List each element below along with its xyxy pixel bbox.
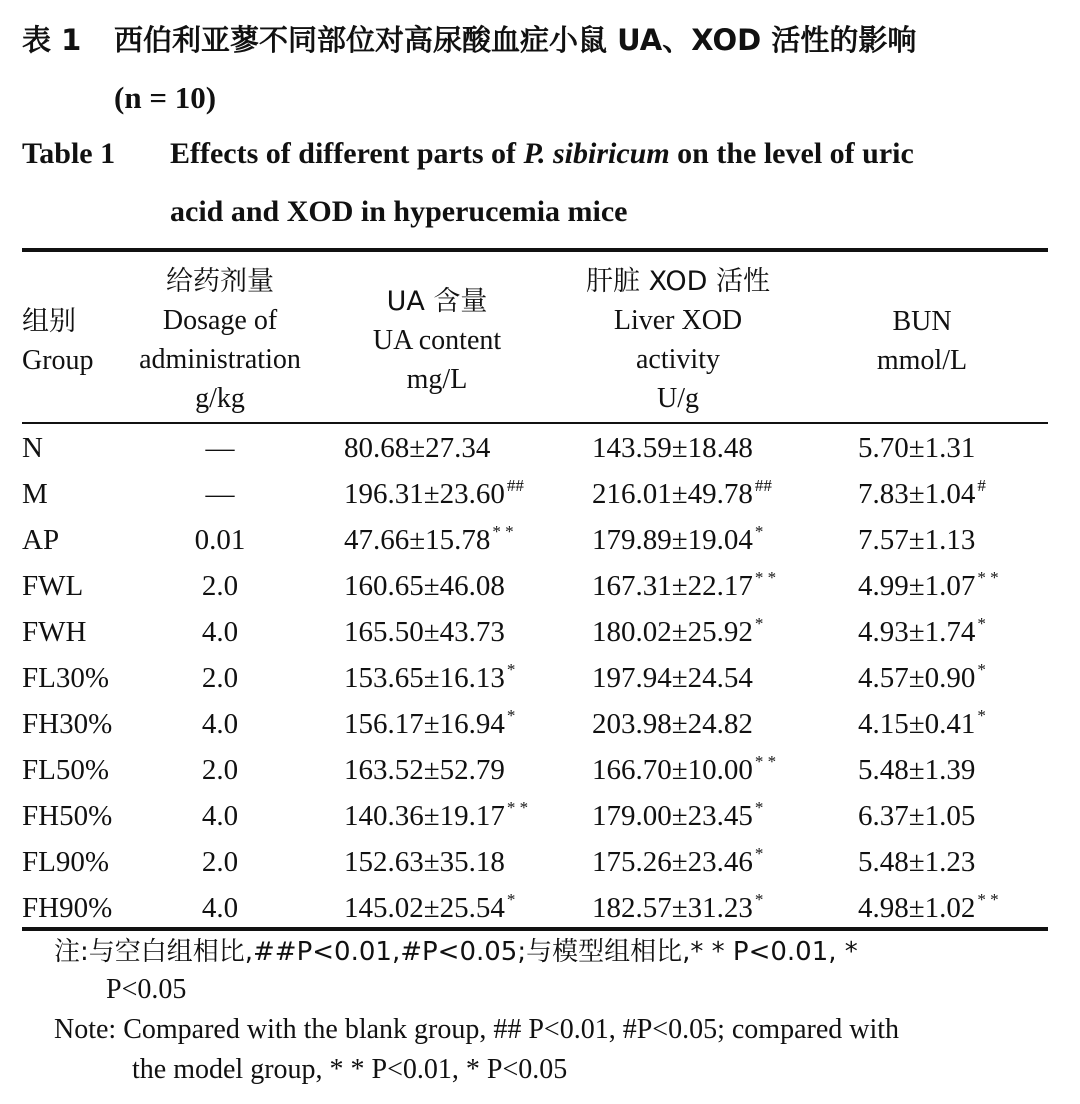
cell-ua-value: 153.65±16.13 [344, 662, 505, 694]
cell-ua-significance: * * [492, 522, 514, 541]
cell-xod-value: 216.01±49.78 [592, 478, 753, 510]
header-ua [340, 282, 534, 399]
cell-group: M [22, 478, 48, 510]
cell-bun-value: 7.83±1.04 [858, 478, 976, 510]
caption-sample-size: (n = 10) [114, 80, 217, 115]
cell-xod-significance: * [754, 522, 764, 541]
cell-xod-value: 180.02±25.92 [592, 616, 753, 648]
cell-xod-value: 182.57±31.23 [592, 892, 753, 924]
cell-xod-value: 203.98±24.82 [592, 708, 753, 740]
header-group-en: Group [22, 345, 94, 376]
table-row [22, 839, 1048, 885]
cell-xod [592, 563, 776, 613]
cell-dose: 4.0 [201, 800, 239, 832]
cell-xod [592, 425, 753, 471]
cell-group: FL50% [22, 754, 109, 786]
cell-bun-significance: * * [977, 568, 999, 587]
cell-ua-value: 163.52±52.79 [344, 754, 505, 786]
cell-bun-value: 4.98±1.02 [858, 892, 976, 924]
top-rule [22, 248, 1048, 252]
cell-dose: 4.0 [201, 892, 239, 924]
cell-group: FWL [22, 570, 84, 602]
cell-bun [858, 839, 975, 885]
caption-cn-title: 西伯利亚蓼不同部位对高尿酸血症小鼠 UA、XOD 活性的影响 [114, 23, 917, 57]
table-row [22, 471, 1048, 517]
cell-bun [858, 747, 975, 793]
cell-xod-significance: ## [754, 476, 772, 495]
cell-xod [592, 701, 753, 747]
cell-ua-value: 156.17±16.94 [344, 708, 505, 740]
cell-group: AP [22, 524, 60, 556]
cell-group: FWH [22, 616, 87, 648]
note-en-line1: Note: Compared with the blank group, ## P<0.01, #P<0.05; compared with [54, 1014, 900, 1045]
cell-ua-value: 80.68±27.34 [344, 432, 491, 464]
caption-en-species: P. sibiricum [523, 137, 670, 170]
cell-dose: 2.0 [201, 754, 239, 786]
header-ua-en: UA content [372, 325, 502, 356]
table-page [22, 0, 1048, 1104]
cell-xod-value: 197.94±24.54 [592, 662, 753, 694]
cell-bun-significance: * [977, 706, 986, 725]
note-en-line2: the model group, * * P<0.01, * P<0.05 [132, 1054, 568, 1085]
header-dose [128, 262, 312, 418]
cell-ua [344, 839, 505, 885]
cell-bun-value: 4.15±0.41 [858, 708, 976, 740]
cell-group: FH90% [22, 892, 113, 924]
cell-ua-value: 160.65±46.08 [344, 570, 505, 602]
cell-ua-value: 196.31±23.60 [344, 478, 505, 510]
cell-ua [344, 655, 515, 705]
cell-xod [592, 609, 763, 659]
header-dose-unit: g/kg [195, 383, 245, 414]
cell-dose: — [205, 478, 235, 510]
cell-bun-significance: # [977, 476, 986, 495]
cell-bun-significance: * * [977, 890, 999, 909]
cell-xod [592, 793, 763, 843]
bottom-rule [22, 927, 1048, 931]
cell-bun-value: 6.37±1.05 [858, 800, 976, 832]
caption-en-label: Table 1 [22, 137, 116, 170]
cell-bun-value: 5.70±1.31 [858, 432, 976, 464]
cell-xod-significance: * * [754, 568, 777, 587]
header-dose-en2: administration [139, 344, 301, 375]
table-row [22, 885, 1048, 931]
cell-ua [344, 517, 514, 567]
cell-ua-value: 140.36±19.17 [344, 800, 505, 832]
cell-xod-significance: * [754, 844, 764, 863]
note-cn-text: 注:与空白组相比,##P<0.01,#P<0.05;与模型组相比,* * P<0.01, * [54, 937, 858, 967]
header-rule [22, 422, 1048, 424]
cell-ua-value: 47.66±15.78 [344, 524, 491, 556]
cell-xod [592, 747, 776, 797]
cell-dose: 0.01 [194, 524, 246, 556]
cell-bun-value: 4.93±1.74 [858, 616, 976, 648]
cell-bun-significance: * [977, 614, 986, 633]
cell-ua-significance: * [506, 660, 516, 679]
caption-en-title-a: Effects of different parts of [170, 137, 524, 170]
cell-bun [858, 517, 975, 563]
header-dose-en1: Dosage of [162, 305, 278, 336]
cell-bun [858, 655, 986, 705]
cell-bun-value: 4.57±0.90 [858, 662, 976, 694]
header-ua-cn: UA 含量 [386, 286, 488, 317]
cell-ua-significance: * * [506, 798, 529, 817]
cell-ua-significance: ## [506, 476, 524, 495]
cell-bun [858, 425, 975, 471]
note-cn-line2: P<0.05 [106, 974, 187, 1005]
header-xod-en1: Liver XOD [613, 305, 743, 336]
cell-xod [592, 839, 763, 889]
cell-xod-value: 179.89±19.04 [592, 524, 753, 556]
header-xod-cn: 肝脏 XOD 活性 [586, 266, 770, 297]
cell-xod-value: 143.59±18.48 [592, 432, 753, 464]
table-row [22, 655, 1048, 701]
caption-en [22, 134, 1048, 174]
table-row [22, 517, 1048, 563]
cell-ua-value: 145.02±25.54 [344, 892, 505, 924]
cell-xod [592, 471, 772, 521]
header-dose-cn: 给药剂量 [166, 266, 274, 297]
cell-dose: 2.0 [201, 570, 239, 602]
caption-en-title-b: on the level of uric [669, 137, 914, 170]
cell-bun-value: 7.57±1.13 [858, 524, 976, 556]
cell-xod [592, 517, 763, 567]
cell-group: FH50% [22, 800, 113, 832]
cell-dose: 4.0 [201, 708, 239, 740]
table-body [22, 425, 1048, 931]
cell-group: FH30% [22, 708, 113, 740]
header-bun [842, 302, 1002, 380]
header-xod-en2: activity [636, 344, 720, 375]
cell-bun [858, 701, 986, 751]
cell-bun-value: 5.48±1.39 [858, 754, 976, 786]
cell-bun [858, 609, 986, 659]
cell-dose: 2.0 [201, 662, 239, 694]
cell-xod [592, 655, 753, 701]
cell-ua [344, 425, 490, 471]
cell-group: FL30% [22, 662, 109, 694]
cell-xod-significance: * [754, 614, 764, 633]
cell-ua [344, 747, 505, 793]
table-row [22, 425, 1048, 471]
cell-bun [858, 563, 999, 613]
caption-en-line2: acid and XOD in hyperucemia mice [170, 195, 628, 228]
caption-cn [22, 20, 916, 60]
cell-ua [344, 793, 528, 843]
cell-ua [344, 609, 505, 655]
caption-cn-label: 表 1 [22, 23, 82, 57]
cell-dose: — [205, 432, 235, 464]
table-row [22, 563, 1048, 609]
cell-xod-value: 179.00±23.45 [592, 800, 753, 832]
cell-xod-significance: * [754, 798, 764, 817]
cell-ua-significance: * [506, 706, 516, 725]
cell-bun-value: 5.48±1.23 [858, 846, 976, 878]
header-group [22, 302, 94, 380]
cell-group: FL90% [22, 846, 109, 878]
cell-xod-significance: * [754, 890, 764, 909]
cell-xod-value: 175.26±23.46 [592, 846, 753, 878]
cell-dose: 2.0 [201, 846, 239, 878]
cell-xod-value: 166.70±10.00 [592, 754, 753, 786]
cell-ua-significance: * [506, 890, 516, 909]
cell-xod-significance: * * [754, 752, 777, 771]
header-ua-unit: mg/L [406, 364, 468, 395]
header-xod [560, 262, 796, 418]
header-bun-en: BUN [892, 306, 952, 337]
cell-bun [858, 471, 986, 521]
table-row [22, 609, 1048, 655]
note-cn-line1 [54, 932, 858, 972]
cell-dose: 4.0 [201, 616, 239, 648]
header-bun-unit: mmol/L [876, 345, 968, 376]
cell-bun [858, 793, 975, 839]
header-group-cn: 组别 [22, 306, 76, 337]
cell-ua [344, 701, 515, 751]
table-row [22, 793, 1048, 839]
header-xod-unit: U/g [657, 383, 699, 414]
cell-bun-significance: * [977, 660, 986, 679]
table-row [22, 701, 1048, 747]
cell-xod-value: 167.31±22.17 [592, 570, 753, 602]
cell-bun-value: 4.99±1.07 [858, 570, 976, 602]
cell-group: N [22, 432, 43, 464]
table-row [22, 747, 1048, 793]
cell-ua [344, 471, 524, 521]
cell-ua-value: 165.50±43.73 [344, 616, 505, 648]
cell-ua [344, 563, 505, 609]
cell-ua-value: 152.63±35.18 [344, 846, 505, 878]
